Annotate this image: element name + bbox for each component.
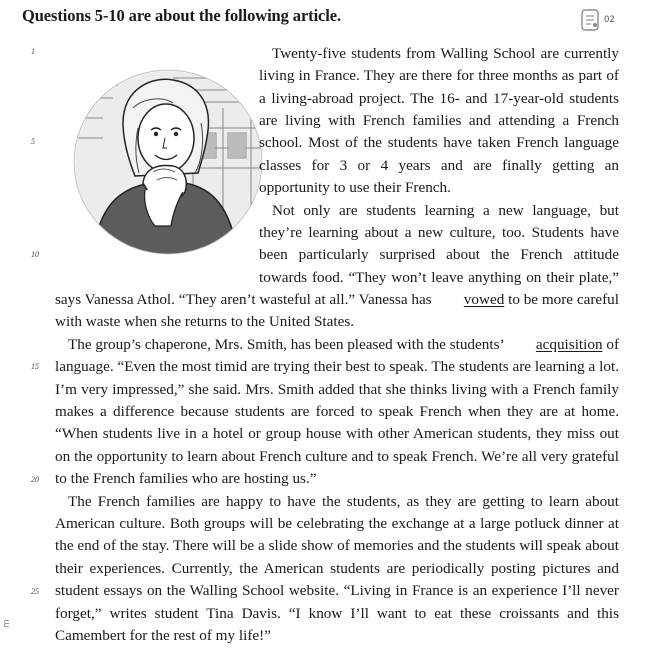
- article-line: on the opportunity to learn about French culture and to speak French. We’re all very grateful: [55, 448, 619, 465]
- article-line: to the French families who are hosting us.”: [55, 470, 317, 487]
- article-line: American culture. Both groups will be celebrating the exchange at a large potluck dinner at: [55, 515, 619, 532]
- audio-track-icon[interactable]: [579, 8, 601, 32]
- article-line: towards food. “They won’t leave anything on their plate,”: [259, 269, 619, 286]
- article-line: makes a difference because students are forced to speak French when they are at home.: [55, 403, 619, 420]
- article-line: Camembert for the rest of my life!”: [55, 627, 271, 644]
- article-line: with waste when she returns to the United States.: [55, 313, 355, 330]
- article-line: forget,” writes student Tina Davis. “I know I’ll want to eat these croissants and this: [55, 605, 619, 622]
- line-number: 20: [31, 475, 39, 484]
- page-title: Questions 5-10 are about the following article.: [22, 6, 342, 25]
- article-line: The group’s chaperone, Mrs. Smith, has been pleased with the students’ acquisition of: [68, 336, 619, 353]
- article-line: “When students live in a hotel or group house with other American students, they miss out: [55, 425, 619, 442]
- line-number: 1: [31, 47, 35, 56]
- student-illustration: [73, 68, 263, 256]
- article-line: the end of the stay. There will be a slide show of memories and the students will speak about: [55, 537, 619, 554]
- article-line: their experiences. Currently, the American students are periodically posting pictures and: [55, 560, 619, 577]
- page-edge-mark: m: [2, 619, 12, 628]
- article-line: school. Most of the students have taken French language: [259, 134, 619, 151]
- article-line: The French families are happy to have the students, as they are getting to learn about: [68, 493, 619, 510]
- article-line: student essays on the Walling School website. “Living in France is an experience I’ll never: [55, 582, 619, 599]
- article-line: says Vanessa Athol. “They aren’t wasteful at all.” Vanessa has vowed to be more careful: [55, 291, 619, 308]
- article-line: been particularly surprised about the French attitude: [259, 246, 619, 263]
- article-line: Not only are students learning a new language, but: [272, 202, 619, 219]
- line-number: 15: [31, 362, 39, 371]
- vocab-word-acquisition: acquisition: [535, 336, 603, 353]
- article-line: language. “Even the most timid are trying their best to speak. The students are learning a lot.: [55, 358, 619, 375]
- line-number: 10: [31, 250, 39, 259]
- article-line: Twenty-five students from Walling School are currently: [272, 45, 619, 62]
- line-number: 5: [31, 137, 35, 146]
- line-number: 25: [31, 587, 39, 596]
- article-line: living in France. They are there for three months as part of: [259, 67, 619, 84]
- article-line: I’m very impressed,” she said. Mrs. Smith added that she thinks living with a French family: [55, 381, 619, 398]
- article-line: classes for 3 or 4 years and are finally getting an: [259, 157, 619, 174]
- vocab-word-vowed: vowed: [463, 291, 505, 308]
- track-number: 02: [604, 15, 615, 25]
- article-line: opportunity to use their French.: [259, 179, 451, 196]
- article-line: a living-abroad project. The 16- and 17-year-old students: [259, 90, 619, 107]
- article-line: they’re learning about a new culture, too. Students have: [259, 224, 619, 241]
- article-line: are living with French families and attending a French: [259, 112, 619, 129]
